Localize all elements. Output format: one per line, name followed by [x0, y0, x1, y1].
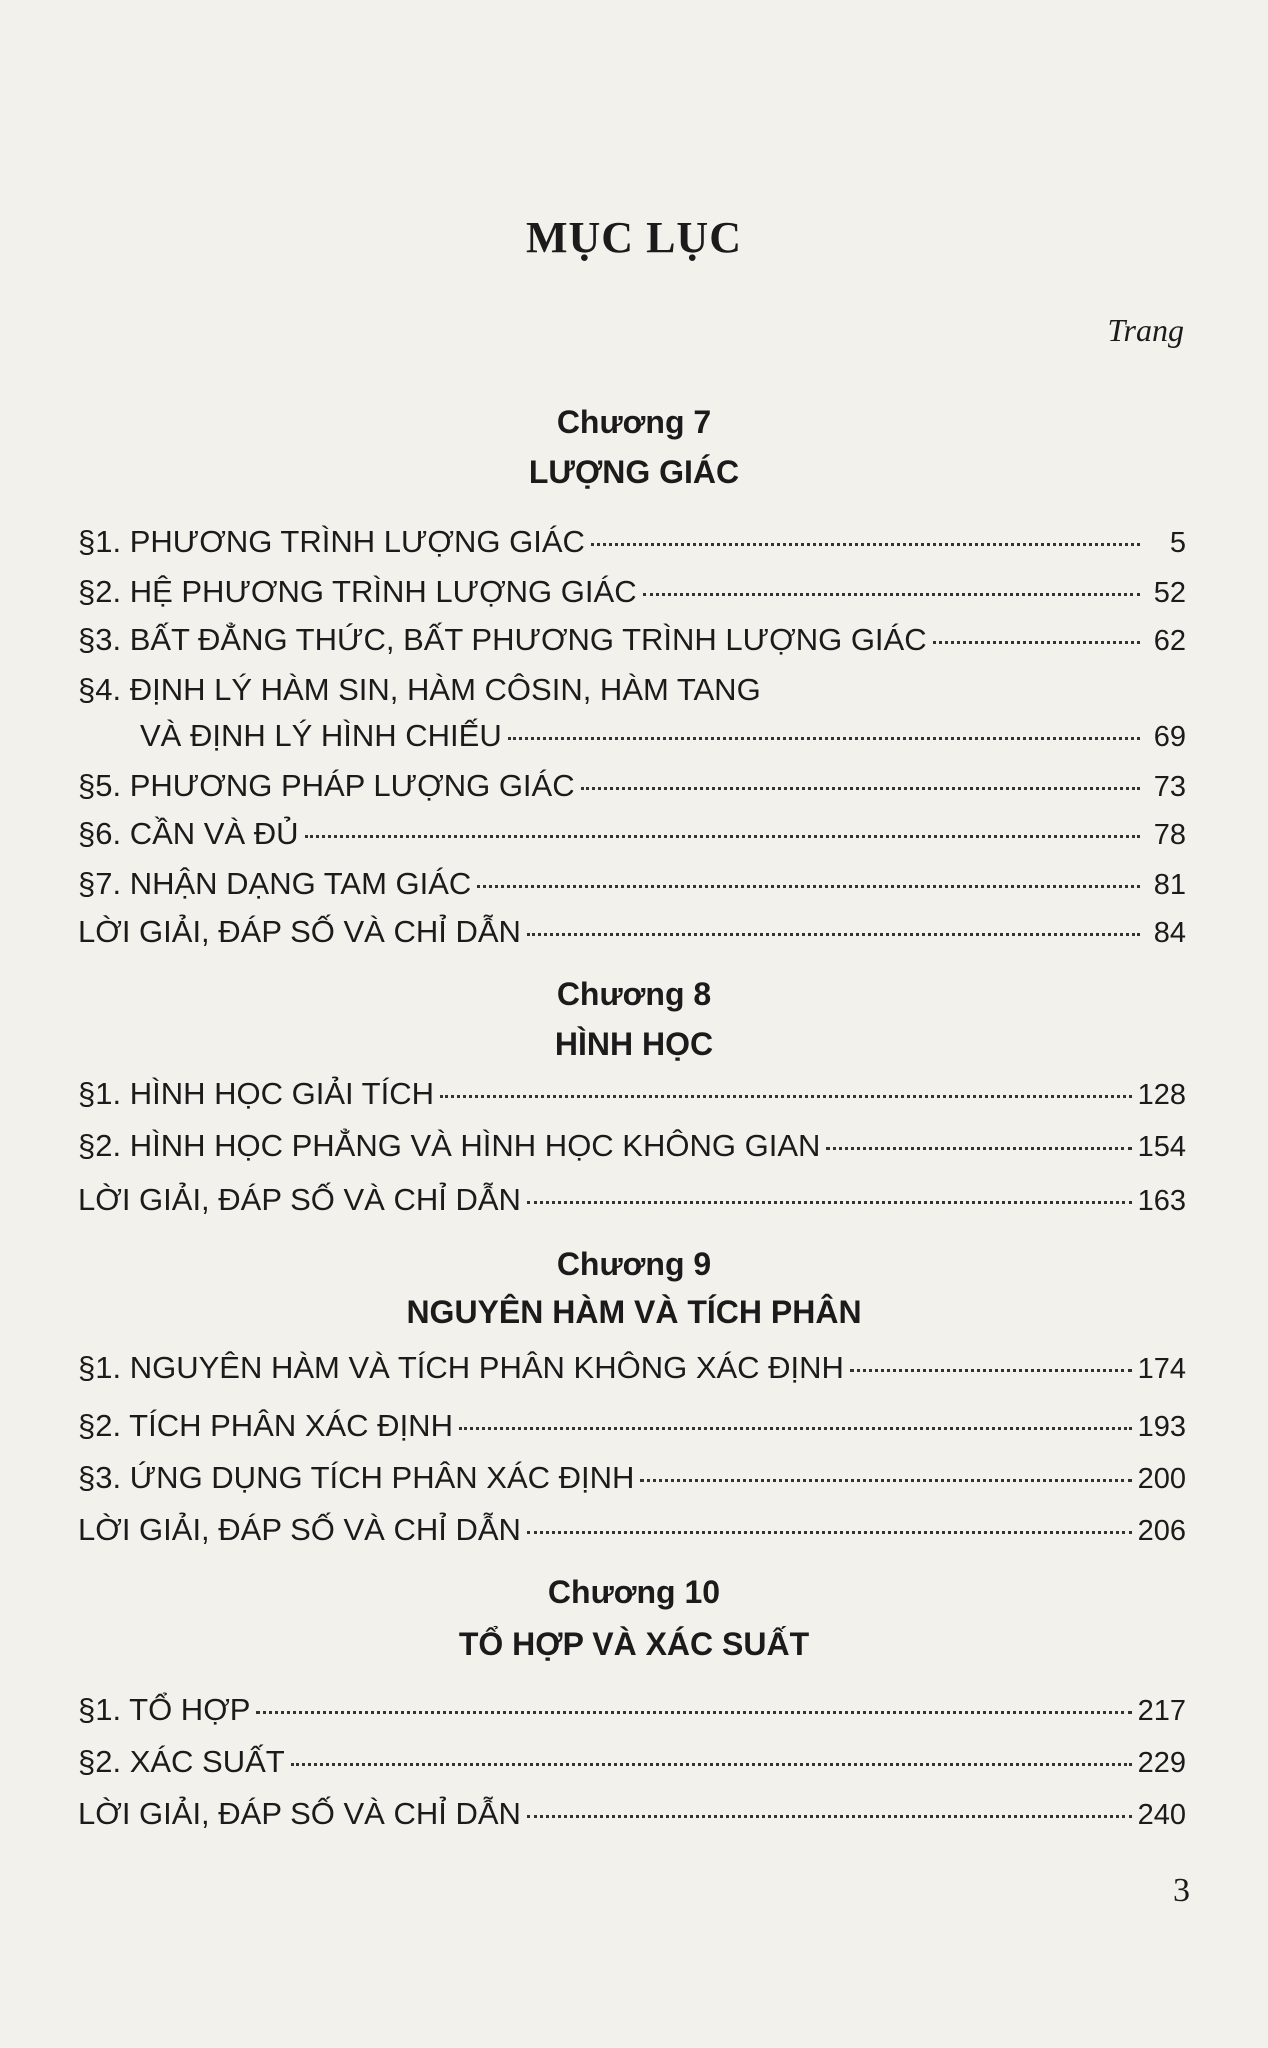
toc-entry-label: §2. TÍCH PHÂN XÁC ĐỊNH	[78, 1408, 453, 1443]
leader-dots	[508, 737, 1140, 740]
toc-entry-label: §1. TỔ HỢP	[78, 1692, 251, 1727]
toc-entry-page: 69	[1153, 721, 1186, 753]
toc-entry	[78, 716, 1186, 756]
leader-dots	[305, 835, 1140, 838]
leader-dots	[527, 1815, 1132, 1818]
page-title: MỤC LỤC	[526, 213, 742, 262]
toc-entry-label: §6. CẦN VÀ ĐỦ	[78, 816, 299, 851]
toc-entry	[78, 1510, 1186, 1550]
chapter-10-title: TỔ HỢP VÀ XÁC SUẤT	[458, 1626, 810, 1662]
toc-entry-page: 193	[1137, 1411, 1186, 1443]
toc-entry-page: 174	[1137, 1353, 1186, 1385]
toc-entry-page: 240	[1137, 1799, 1186, 1831]
toc-entry	[78, 1126, 1186, 1166]
leader-dots	[440, 1095, 1132, 1098]
toc-entry-label-continuation: VÀ ĐỊNH LÝ HÌNH CHIẾU	[140, 718, 502, 753]
toc-entry	[78, 1742, 1186, 1782]
toc-entry-page: 78	[1153, 819, 1186, 851]
toc-entry-label: §1. HÌNH HỌC GIẢI TÍCH	[78, 1076, 434, 1111]
leader-dots	[527, 1531, 1132, 1534]
leader-dots	[643, 593, 1140, 596]
leader-dots	[291, 1763, 1132, 1766]
toc-entry-page: 200	[1137, 1463, 1186, 1495]
toc-entry-page: 73	[1153, 771, 1186, 803]
chapter-8-number: Chương 8	[556, 976, 712, 1012]
chapter-9-title: NGUYÊN HÀM VÀ TÍCH PHÂN	[406, 1294, 862, 1330]
leader-dots	[256, 1711, 1131, 1714]
page-column-label: Trang	[1107, 312, 1184, 348]
toc-entry-label: §5. PHƯƠNG PHÁP LƯỢNG GIÁC	[78, 768, 575, 803]
toc-entry	[78, 1690, 1186, 1730]
toc-entry	[78, 1458, 1186, 1498]
toc-entry-page: 154	[1137, 1131, 1186, 1163]
leader-dots	[640, 1479, 1131, 1482]
leader-dots	[477, 885, 1140, 888]
toc-entry-page: 206	[1137, 1515, 1186, 1547]
toc-entry-label: §7. NHẬN DẠNG TAM GIÁC	[78, 866, 472, 901]
toc-entry-page: 5	[1169, 527, 1186, 559]
toc-entry-page: 52	[1153, 577, 1186, 609]
leader-dots	[459, 1427, 1132, 1430]
toc-entry	[78, 620, 1186, 660]
toc-entry	[78, 1794, 1186, 1834]
leader-dots	[527, 1201, 1132, 1204]
toc-entry	[78, 814, 1186, 854]
toc-entry	[78, 1348, 1186, 1388]
toc-entry-label: LỜI GIẢI, ĐÁP SỐ VÀ CHỈ DẪN	[78, 1182, 521, 1217]
chapter-8-title: HÌNH HỌC	[554, 1026, 714, 1062]
chapter-7-title: LƯỢNG GIÁC	[528, 454, 740, 490]
leader-dots	[850, 1369, 1132, 1372]
chapter-9-number: Chương 9	[556, 1246, 712, 1282]
leader-dots	[581, 787, 1140, 790]
toc-entry-label: LỜI GIẢI, ĐÁP SỐ VÀ CHỈ DẪN	[78, 914, 521, 949]
toc-entry-label: §4. ĐỊNH LÝ HÀM SIN, HÀM CÔSIN, HÀM TANG	[78, 672, 761, 707]
toc-entry	[78, 864, 1186, 904]
toc-entry	[78, 912, 1186, 952]
toc-entry-label: LỜI GIẢI, ĐÁP SỐ VÀ CHỈ DẪN	[78, 1512, 521, 1547]
toc-entry-label: §2. XÁC SUẤT	[78, 1744, 285, 1779]
toc-entry-page: 163	[1137, 1185, 1186, 1217]
toc-entry	[78, 1406, 1186, 1446]
toc-entry-page: 229	[1137, 1747, 1186, 1779]
toc-entry-page: 81	[1153, 869, 1186, 901]
toc-entry-page: 128	[1137, 1079, 1186, 1111]
toc-entry	[78, 1074, 1186, 1114]
toc-entry-label: §2. HÌNH HỌC PHẲNG VÀ HÌNH HỌC KHÔNG GIAN	[78, 1128, 821, 1163]
toc-entry	[78, 522, 1186, 562]
toc-entry-page: 84	[1153, 917, 1186, 949]
toc-entry-label: LỜI GIẢI, ĐÁP SỐ VÀ CHỈ DẪN	[78, 1796, 521, 1831]
toc-entry-label: §3. ỨNG DỤNG TÍCH PHÂN XÁC ĐỊNH	[78, 1460, 635, 1495]
toc-entry-label: §3. BẤT ĐẲNG THỨC, BẤT PHƯƠNG TRÌNH LƯỢNG GIÁC	[78, 622, 927, 657]
leader-dots	[527, 933, 1140, 936]
leader-dots	[826, 1147, 1131, 1150]
chapter-10-number: Chương 10	[547, 1574, 721, 1610]
toc-entry	[78, 1180, 1186, 1220]
leader-dots	[591, 543, 1140, 546]
chapter-7-number: Chương 7	[556, 404, 712, 440]
toc-entry-label: §1. PHƯƠNG TRÌNH LƯỢNG GIÁC	[78, 524, 585, 559]
toc-entry	[78, 572, 1186, 612]
toc-entry-page: 217	[1137, 1695, 1186, 1727]
toc-entry-page: 62	[1153, 625, 1186, 657]
page-number: 3	[1173, 1872, 1190, 1909]
toc-entry	[78, 766, 1186, 806]
leader-dots	[933, 641, 1140, 644]
toc-entry-label: §2. HỆ PHƯƠNG TRÌNH LƯỢNG GIÁC	[78, 574, 637, 609]
toc-entry-label: §1. NGUYÊN HÀM VÀ TÍCH PHÂN KHÔNG XÁC ĐỊNH	[78, 1350, 844, 1385]
